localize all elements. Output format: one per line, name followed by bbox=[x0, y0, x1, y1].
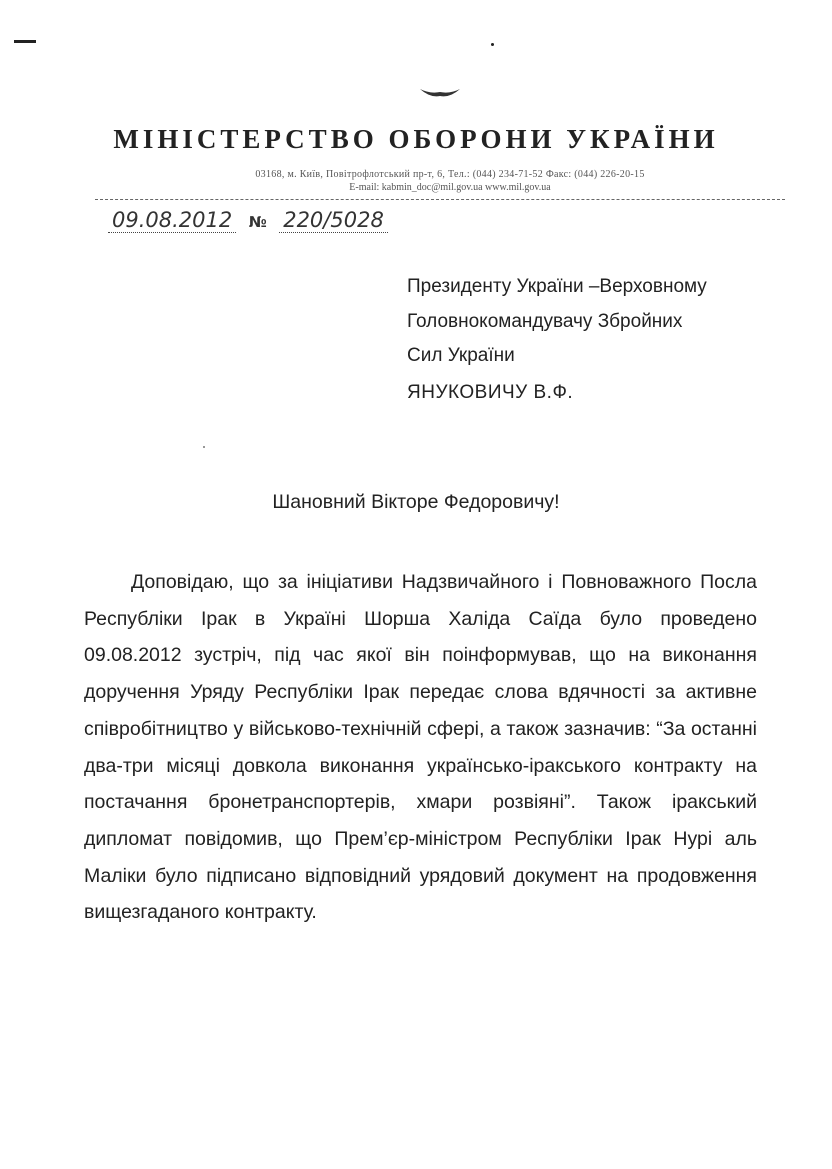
letter-body bbox=[84, 564, 757, 931]
ministry-email: E-mail: kabmin_doc@mil.gov.ua www.mil.gov.ua bbox=[349, 182, 551, 193]
addressee-name: ЯНУКОВИЧУ В.Ф. bbox=[407, 381, 574, 403]
scan-artifact bbox=[14, 40, 36, 43]
addressee-line: Сил України bbox=[407, 345, 515, 366]
addressee-line: Головнокомандувачу Збройних bbox=[407, 310, 683, 332]
addressee-block bbox=[407, 270, 807, 410]
registration-line bbox=[108, 208, 388, 238]
letterhead-divider bbox=[95, 199, 785, 200]
registration-number: 220/5028 bbox=[279, 208, 388, 233]
scan-artifact bbox=[491, 43, 494, 46]
wings-emblem-icon bbox=[418, 86, 462, 100]
ministry-address: 03168, м. Київ, Повітрофлотський пр-т, 6, Тел.: (044) 234-71-52 Факс: (044) 226-20-15 bbox=[255, 169, 645, 180]
number-sign: № bbox=[248, 213, 267, 231]
ministry-title: МІНІСТЕРСТВО ОБОРОНИ УКРАЇНИ bbox=[113, 124, 719, 154]
registration-date: 09.08.2012 bbox=[108, 208, 236, 233]
body-paragraph: Доповідаю, що за ініціативи Надзвичайного і Повноважного Посла Республіки Ірак в Україні Шорша Халіда Саїда було проведено 09.08.2012 зустріч, під час якої він поінформував, що на виконання доручення Уряду Республіки Ірак передає слова вдячності за активне співробітництво у військово-технічній сфері, а також зазначив: “За останні два-три місяці довкола виконання українсько-іракського контракту на постачання бронетранспортерів, хмари розвіяні”. Також іракський дипломат повідомив, що Прем’єр-міністром Республіки Ірак Нурі аль Маліки було підписано відповідний урядовий документ на продовження вищезгаданого контракту. bbox=[84, 571, 757, 924]
addressee-line: Президенту України –Верховному bbox=[407, 276, 707, 297]
salutation: Шановний Вікторе Федоровичу! bbox=[272, 491, 560, 513]
scan-artifact bbox=[203, 446, 205, 448]
